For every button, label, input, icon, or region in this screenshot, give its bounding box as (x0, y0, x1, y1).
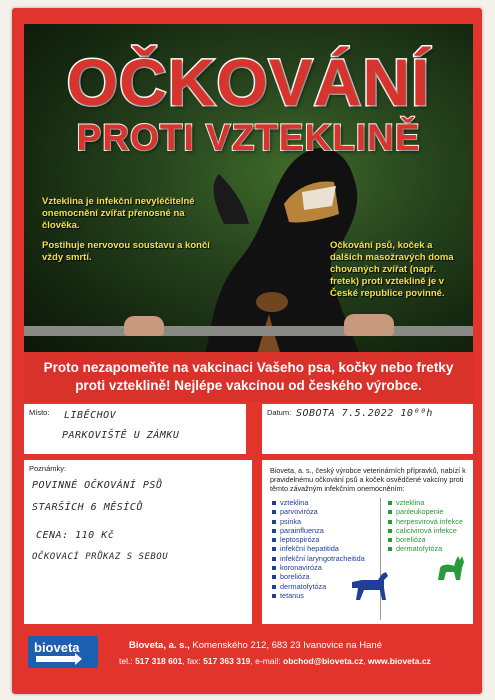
fence-rail (24, 326, 473, 336)
fax-label: , fax: (182, 656, 204, 666)
footer (24, 628, 473, 686)
date-label: Datum: (267, 408, 292, 417)
web-link[interactable]: www.bioveta.cz (367, 656, 431, 666)
notes-line: STARŠÍCH 6 MĚSÍCŮ (32, 502, 143, 513)
list-item: parainfluenza (272, 526, 365, 535)
list-item: herpesvirová infekce (388, 517, 463, 526)
list-item: vzteklina (388, 498, 463, 507)
notes-label: Poznámky: (29, 464, 67, 473)
info-paragraph: Vzteklina je infekční nevyléčitelné onemocnění zvířat přenosné na člověka. (42, 196, 195, 231)
list-item: infekční laryngotracheitida (272, 554, 365, 563)
list-item: borelióza (388, 535, 463, 544)
footer-address (129, 640, 382, 651)
place-field (24, 404, 246, 454)
list-item: psinka (272, 517, 365, 526)
fax-number: 517 363 319 (203, 656, 251, 666)
cat-diseases-list (388, 498, 463, 554)
logo-text: bioveta (34, 640, 80, 655)
right-paw (344, 314, 394, 336)
list-item: calicivirová infekce (388, 526, 463, 535)
email-label: , e-mail: (250, 656, 284, 666)
banner-line2: proti vzteklině! Nejlépe vakcínou od českého výrobce. (75, 378, 422, 393)
tel-label: tel.: (119, 656, 136, 666)
notes-field (24, 460, 252, 624)
list-item: panleukopenie (388, 507, 463, 516)
cat-icon (434, 552, 466, 582)
info-paragraph: Postihuje nervovou soustavu a končí vždy smrtí. (42, 240, 210, 263)
bioveta-info (262, 460, 473, 624)
info-header: Bioveta, a. s., český výrobce veterinárních přípravků, nabízí k pravidelnému očkování psů a koček osvědčené vakcíny proti těmto závažným infekčním onemocněním: (270, 466, 466, 493)
notes-line: POVINNÉ OČKOVÁNÍ PSŮ (32, 480, 163, 491)
date-handwritten: SOBOTA 7.5.2022 10⁰⁰h (296, 408, 433, 419)
reminder-banner (24, 352, 473, 402)
address-text: Komenského 212, 683 23 Ivanovice na Hané (189, 640, 382, 651)
list-item: koronaviróza (272, 563, 365, 572)
company-name: Bioveta, a. s., (129, 640, 190, 651)
place-label: Místo: (29, 408, 50, 417)
list-item: parvoviróza (272, 507, 365, 516)
list-item: leptospiróza (272, 535, 365, 544)
notes-line: OČKOVACÍ PRŮKAZ S SEBOU (32, 552, 169, 562)
left-paw (124, 316, 164, 336)
vaccination-mandatory-text: Očkování psů, koček a dalších masožravých doma chovaných zvířat (např. fretek) proti vzteklině je v České republice povinné. (330, 240, 454, 299)
disease-info-left (42, 196, 212, 272)
place-handwritten-1: LIBĚCHOV (64, 410, 117, 421)
footer-contacts: tel.: 517 318 601, fax: 517 363 319, e-mail: obchod@bioveta.cz, www.bioveta.cz (119, 656, 431, 666)
dog-icon (348, 568, 390, 602)
list-item: vzteklina (272, 498, 365, 507)
notes-line: CENA: 110 Kč (36, 530, 115, 541)
banner-line1: Proto nezapomeňte na vakcinaci Vašeho psa, kočky nebo fretky (43, 360, 454, 375)
place-handwritten-2: PARKOVIŠTĚ U ZÁMKU (62, 430, 180, 441)
poster-title-line2: PROTI VZTEKLINĚ (76, 117, 421, 158)
hero-photo (24, 24, 473, 354)
date-field (262, 404, 473, 454)
list-item: infekční hepatitida (272, 544, 365, 553)
list-item: dermatofytóza (272, 582, 365, 591)
poster-title-line1: OČKOVÁNÍ (66, 45, 431, 119)
list-item: tetanus (272, 591, 365, 600)
list-item: borelióza (272, 572, 365, 581)
bioveta-logo (28, 636, 98, 668)
arrow-icon (36, 656, 76, 662)
email-link[interactable]: obchod@bioveta.cz (283, 656, 364, 666)
list-item: dermatofytóza (388, 544, 463, 553)
tel-number: 517 318 601 (135, 656, 183, 666)
